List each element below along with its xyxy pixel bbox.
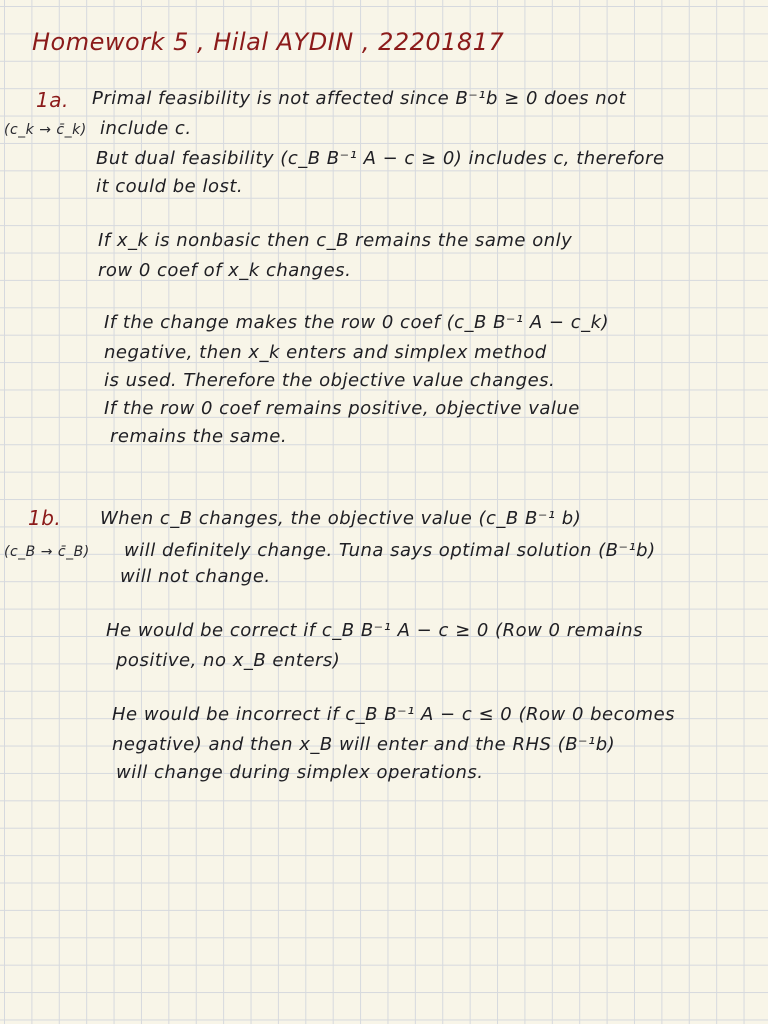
q1a-line-2: include c. — [100, 118, 192, 139]
question-1b-side-note: (c_B → c̄_B) — [4, 544, 90, 560]
q1a-line-6: row 0 coef of x_k changes. — [98, 260, 352, 281]
q1a-line-7: If the change makes the row 0 coef (c_B B⁻¹ A − c_k) — [104, 312, 610, 333]
question-1a-side-note: (c_k → c̄_k) — [4, 122, 87, 138]
q1a-line-11: remains the same. — [110, 426, 288, 447]
q1a-line-10: If the row 0 coef remains positive, objective value — [104, 398, 580, 419]
q1a-line-9: is used. Therefore the objective value changes. — [104, 370, 556, 391]
q1b-line-4: He would be correct if c_B B⁻¹ A − c ≥ 0 (Row 0 remains — [106, 620, 644, 641]
q1b-line-8: will change during simplex operations. — [116, 762, 484, 783]
q1a-line-3: But dual feasibility (c_B B⁻¹ A − c ≥ 0) includes c, therefore — [96, 148, 665, 169]
page-title: Homework 5 , Hilal AYDIN , 22201817 — [32, 28, 505, 56]
q1b-line-5: positive, no x_B enters) — [116, 650, 341, 671]
q1b-line-3: will not change. — [120, 566, 271, 587]
q1b-line-1: When c_B changes, the objective value (c_B B⁻¹ b) — [100, 508, 582, 529]
q1b-line-2: will definitely change. Tuna says optimal solution (B⁻¹b) — [124, 540, 656, 561]
q1b-line-7: negative) and then x_B will enter and the RHS (B⁻¹b) — [112, 734, 616, 755]
question-1b-label: 1b. — [28, 506, 62, 530]
q1a-line-8: negative, then x_k enters and simplex method — [104, 342, 547, 363]
q1a-line-4: it could be lost. — [96, 176, 244, 197]
q1a-line-5: If x_k is nonbasic then c_B remains the same only — [98, 230, 573, 251]
q1a-line-1: Primal feasibility is not affected since B⁻¹b ≥ 0 does not — [92, 88, 627, 109]
q1b-line-6: He would be incorrect if c_B B⁻¹ A − c ≤ 0 (Row 0 becomes — [112, 704, 676, 725]
question-1a-label: 1a. — [36, 88, 69, 112]
